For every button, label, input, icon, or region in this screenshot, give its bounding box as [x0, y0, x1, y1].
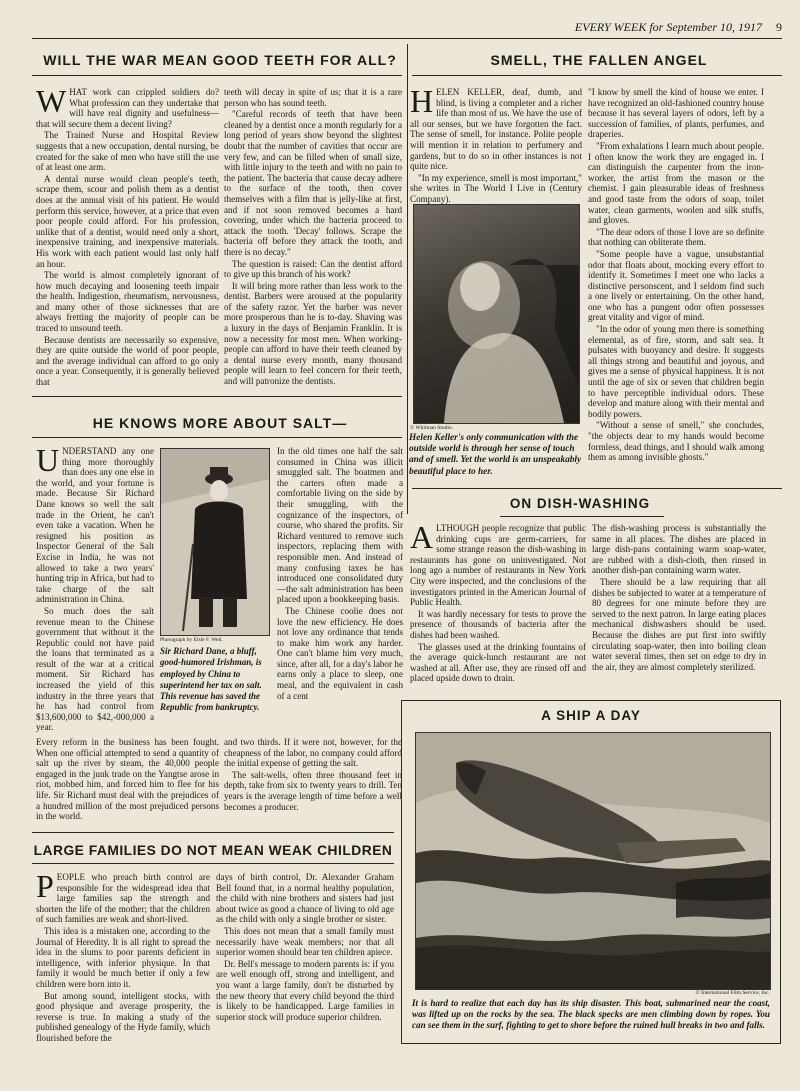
paragraph: NDERSTAND any one thing more thoroughly than does any one else in the world, and your fortune is made. Because Sir Richard Dane knows so well the salt trade in the Orient, he can't even take a vacation. When he resigned his position as Inspector General of the Salt Excise in India, he was not allowed to take a two years' hunting trip in Africa, but had to take charge of the salt administration in China.: [36, 446, 154, 605]
paragraph: "The dear odors of those I love are so definite that nothing can obliterate them.: [588, 226, 764, 248]
salt-head-rule: [32, 437, 402, 438]
dish-column-1: [410, 519, 586, 693]
ship-photo-credit: © International Film Service, Inc.: [695, 990, 770, 996]
header-rule: [32, 38, 782, 39]
paragraph: LTHOUGH people recognize that public drinking cups are germ-carriers, for some strange reason the dish-washing in restaurants has gone on uninvestigated. Not long ago a number of restaurants in New York City were inspected, and the conclusions of the investigators printed in the American Journal of Public Health.: [410, 523, 586, 608]
teeth-column-2: [224, 87, 402, 390]
smell-photo-credit: © Whitman Studio.: [410, 425, 454, 431]
salt-caption: Sir Richard Dane, a bluff, good-humored Irishman, is employed by China to superintend her tax on salt. This revenue has saved the Republic from bankruptcy.: [160, 646, 262, 713]
richard-dane-figure: [161, 449, 269, 635]
ship-caption: It is hard to realize that each day has its ship disaster. This boat, submarined near the coast, was lifted up on the rocks by the sea. The black specks are men climbing down by ropes. You can see them in the surf, fighting to get to shore before the ruined hull breaks in two and falls.: [412, 998, 770, 1030]
families-column-1: [36, 868, 210, 1043]
submarined-ship-image: [416, 733, 770, 989]
smell-column-2: [588, 87, 764, 479]
salt-drop-cap: U: [36, 442, 60, 478]
paragraph: The Chinese coolie does not love the new efficiency. He does not love any ordinance that tends to make him work any harder. One can't blame him very much, since, after all, for a day's labor he earns only a place to sleep, one meal, and the equivalent in cash of a cent: [277, 605, 403, 701]
paragraph: The question is raised: Can the dentist afford to give up this branch of his work?: [224, 258, 402, 280]
paragraph: "From exhalations I learn much about people. I often know the work they are engaged in. I can distinguish the carpenter from the iron-worker, the artist from the mason or the chemist. I gain pleasurable ideas of freshness and good taste from the odors of soap, toilet water, clean garments, woolen and silk stuffs, and gloves.: [588, 140, 764, 226]
paragraph: "I know by smell the kind of house we enter. I have recognized an old-fashioned country house because it has several layers of odors, left by a succession of families, of plants, perfumes, and draperies.: [588, 87, 765, 140]
paragraph: There should be a law requiring that all dishes be subjected to water at a temperature of 80 degrees for one minute before they are served to the next patron. In large eating places mechanical dishwashers should be used. Because the dishes are put first into swiftly circulating soap-water, then into boiling clean water several times, then set on edge to dry in the air, they are almost completely sterilized.: [592, 576, 766, 672]
dish-top-rule: [412, 488, 782, 489]
paragraph: Because dentists are necessarily so expensive, they are quite outside the world of poor people, and the average individual can afford to go only once a year. Consequently, it is generally believed that: [36, 334, 219, 388]
salt-column-1: [36, 442, 154, 734]
paragraph: teeth will decay in spite of us; that it is a rare person who has sound teeth.: [224, 87, 402, 108]
paragraph: The world is almost completely ignorant of how much decaying and loosening teeth impair the health. Indigestion, rheumatism, nervousness, and many other of those sicknesses that are always fretting the majority of people can be traced to unsound teeth.: [36, 270, 219, 334]
paragraph: "Careful records of teeth that have been cleaned by a dentist once a month regularly for a long period of years show beyond the slightest doubt that the number of cavities that occur are very few, and can be filled when of small size, with little injury to the teeth and with no pain to the patient. The bacteria that cause decay adhere to the surface of the tooth, then cover themselves with a film that is jelly-like at first, and if not soon removed becomes a hard covering, under which the bacteria proceed to attack the tooth. 'Decay' follows. Scrape the bacteria off before they attack the tooth, and there is no decay.": [224, 109, 402, 257]
families-drop-cap: P: [36, 868, 54, 904]
teeth-drop-cap: W: [36, 83, 67, 119]
salt-full-column-2: [224, 737, 402, 825]
paragraph: This does not mean that a small family must necessarily have weak members; nor that all superior women should bear ten children apiece.: [216, 925, 394, 958]
paragraph: This idea is a mistaken one, according to the Journal of Heredity. It is all right to spread the idea in the slums to poor parents deficient in intelligence, with inferior physique. In that family it would be much better if only a few children were born into it.: [36, 925, 210, 989]
salt-full-column-1: [36, 737, 219, 825]
paragraph: So much does the salt revenue mean to the Chinese government that without it the Republic could not have paid the loans that terminated as a result of the war at a critical moment. Sir Richard has increased the yield of this industry in the three years that he has had control from $13,600,000 to $42,-000,000 a year.: [36, 605, 154, 733]
paragraph: The dish-washing process is substantially the same in all places. The dishes are placed in large dish-pans containing warm soap-water, are rubbed with a dish-cloth, then rinsed in another dish-pan containing warm water.: [592, 523, 766, 576]
paragraph: It was hardly necessary for tests to prove the presence of thousands of bacteria after the dishes had been washed.: [410, 608, 586, 640]
families-top-rule: [32, 832, 394, 833]
teeth-head-rule: [32, 75, 402, 76]
paragraph: and two thirds. If it were not, however, for the cheapness of the labor, no company could afford the initial expense of getting the salt.: [224, 737, 402, 769]
smell-drop-cap: H: [410, 83, 434, 119]
dish-column-2: [592, 523, 766, 693]
paragraph: "In the odor of young men there is something elemental, as of fire, storm, and salt sea. It pulsates with buoyancy and desire. It suggests all things strong and beautiful and joyous, and gives me a sense of physical happiness. It is not until the age of six or seven that children begin to have perceptible individual odors. These develop and mature along with their mental and bodily powers.: [588, 324, 764, 419]
running-title: EVERY WEEK for September 10, 1917: [574, 20, 762, 34]
ship-headline: A SHIP A DAY: [541, 708, 641, 723]
paragraph: In the old times one half the salt consumed in China was illicit smuggled salt. The boatmen and the carters often made a comfortable living on the side by their smuggling, with the cognizance of the inspectors, of course, who shared the profits. Sir Richard ventured to remove such inspectors, replacing them with responsible men. And instead of many confusing taxes he has introduced one consolidated duty—the salt administration has been placed upon a bookkeeping basis.: [277, 446, 403, 605]
salt-headline: HE KNOWS MORE ABOUT SALT—: [92, 415, 348, 431]
helen-keller-figure: [414, 205, 579, 423]
dish-head-rule: [500, 516, 664, 517]
paragraph: Every reform in the business has been fought. When one official attempted to send a quantity of salt up the river by steam, the 40,000 people engaged in the junk trade on the Yangtse arose in riot, mobbed him, and forced him to flee for his life. Sir Richard must deal with the prejudices of a hundred million of the most prejudiced persons in the world.: [36, 737, 219, 822]
smell-headline: SMELL, THE FALLEN ANGEL: [490, 52, 708, 68]
families-column-2: [216, 872, 394, 1038]
richard-dane-photo: [160, 448, 270, 636]
paragraph: Dr. Bell's message to modern parents is: if you are well enough off, strong and intelligent, and you want a large family, don't be disturbed by the new theory that every child beyond the third is likely to be handicapped. Large families in superior stock will produce superior children.: [216, 958, 394, 1022]
paragraph: The glasses used at the drinking fountains of the average quick-lunch restaurant are not washed at all. After use, they are rinsed off and placed upside down to drain.: [410, 641, 586, 684]
paragraph: HAT work can crippled soldiers do? What profession can they undertake that will have real dignity and usefulness—that will secure them a decent living?: [36, 87, 219, 129]
salt-photo-credit: Photograph by Elsie F. Weil.: [160, 637, 223, 643]
paragraph: It will bring more rather than less work to the dentist. Barbers were aroused at the popularity of the safety razor. Yet the barber was never more prosperous than he is to-day. Shaving was a luxury in the days of Benjamin Franklin. It is now a necessity for most men. When working-people can afford to have their teeth cleaned by a dental nurse every month, many thousand people will learn to feel concern for their teeth, and will patronize the dentists.: [224, 280, 402, 387]
paragraph: But among sound, intelligent stocks, with good physique and average prosperity, the reverse is true. In making a study of the published genealogy of the Hyde family, which flourished before the: [36, 990, 210, 1043]
teeth-headline: WILL THE WAR MEAN GOOD TEETH FOR ALL?: [43, 52, 397, 68]
helen-keller-photo: [413, 204, 580, 424]
ship-photo: [415, 732, 771, 990]
families-headline: LARGE FAMILIES DO NOT MEAN WEAK CHILDREN: [33, 843, 393, 858]
salt-top-rule: [32, 396, 402, 397]
column-divider: [407, 44, 408, 514]
paragraph: A dental nurse would clean people's teeth, scrape them, scour and polish them as a dentist does at the annual visit of his patient. He would perform this service, however, at a price that even poor people could afford. For his profession, unlike that of a dentist, would need only a short, inexpensive training, and inexpensive materials. His work with each patient would last only half an hour.: [36, 173, 219, 269]
smell-caption: Helen Keller's only communication with the outside world is through her sense of touch and of smell. Yet the world is an unspeakably beautiful place to her.: [409, 433, 582, 477]
families-head-rule: [32, 863, 394, 864]
paragraph: The salt-wells, often three thousand feet in depth, take from six to twenty years to drill. Ten years is the average length of time before a well becomes a producer.: [224, 769, 402, 812]
paragraph: The Trained Nurse and Hospital Review suggests that a new occupation, dental nursing, be created for the sake of men who have still the use of at least one arm.: [36, 130, 219, 173]
dish-drop-cap: A: [410, 519, 434, 555]
teeth-column-1: [36, 83, 219, 390]
paragraph: EOPLE who preach birth control are responsible for the widespread idea that large families sap the strength and shorten the life of the mother; that the children of such families are weak and short-lived.: [36, 872, 210, 925]
paragraph: "In my experience, smell is most important," she writes in The World I Live in (Century Company).: [410, 172, 582, 204]
paragraph: "Some people have a vague, unsubstantial odor that floats about, mocking every effort to identify it. Sometimes I meet one who lacks a distinctive personscent, and I seldom find such a one lively or entertaining. On the other hand, one who has a pungent odor often possesses great vitality and vigor of mind.: [588, 248, 764, 323]
dish-headline: ON DISH-WASHING: [509, 496, 651, 511]
page-number: 9: [776, 20, 782, 34]
paragraph: "Without a sense of smell," she concludes, "the objects dear to my hands would become formless, dead things, and I should walk among them as among invisible ghosts.": [588, 420, 764, 463]
paragraph: days of birth control, Dr. Alexander Graham Bell found that, in a normal healthy population, the child with nine brothers and sisters had just about twice as good a chance of living to old age as the child with only a single brother or sister.: [216, 872, 394, 925]
smell-head-rule: [412, 75, 782, 76]
smell-column-1: [410, 83, 582, 204]
running-header: [575, 20, 782, 35]
salt-column-2: [277, 446, 403, 734]
paragraph: ELEN KELLER, deaf, dumb, and blind, is living a completer and a richer life than most of us. We have the use of all our senses, but we have forgotten the fact. The sense of smell, for instance. Polite people will mention it in relation to perfumery and gardens, but to do so in other instances is not quite nice.: [410, 87, 582, 172]
